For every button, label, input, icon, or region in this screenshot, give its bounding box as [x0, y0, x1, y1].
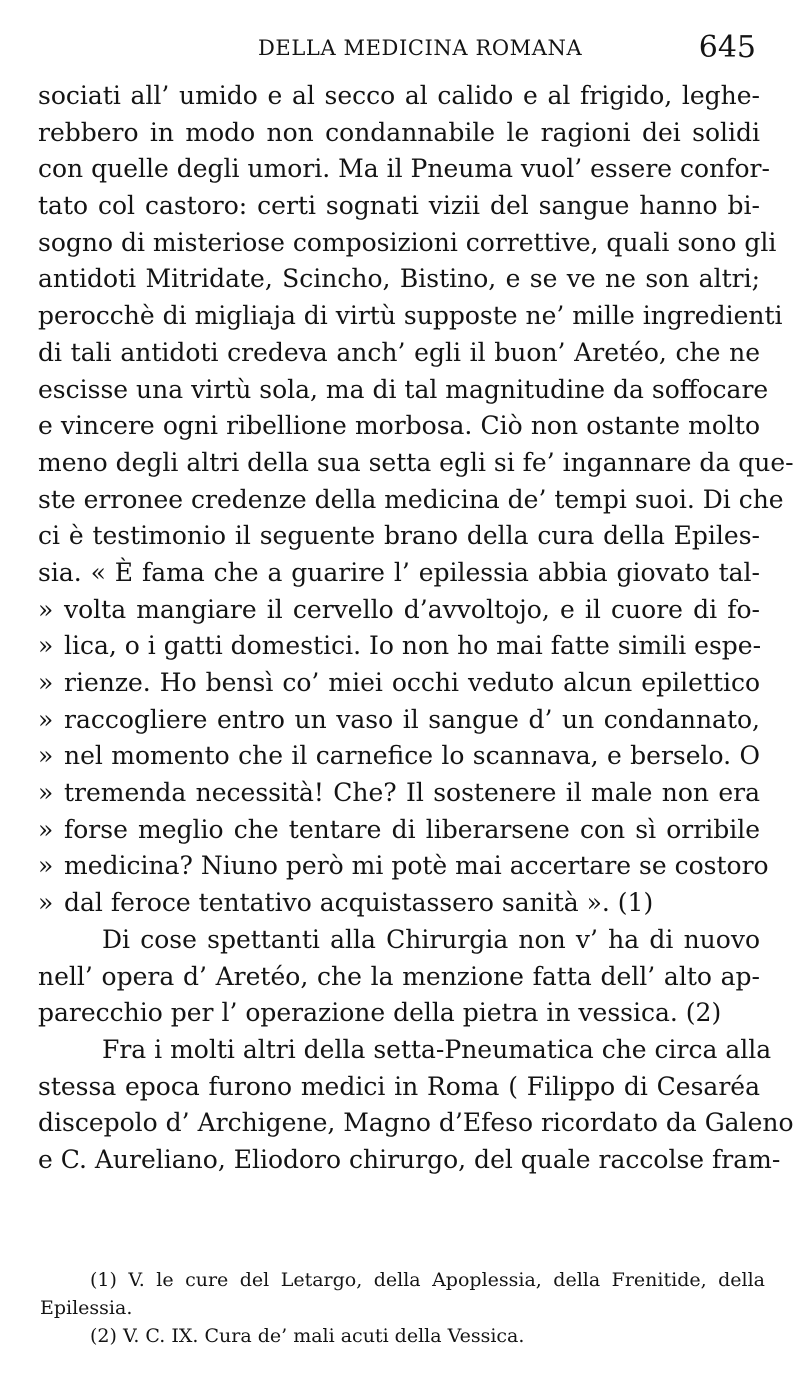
quote-mark: » [38, 888, 54, 918]
quote-line [38, 775, 760, 812]
page-number: 645 [698, 30, 756, 65]
quote-mark: » [38, 741, 54, 771]
text-line: sogno di misteriose composizioni correttive, quali sono gli [38, 227, 777, 257]
quote-text: medicina? Niuno però mi potè mai accertare se costoro [64, 851, 769, 881]
quote-text: raccogliere entro un vaso il sangue d’ un condannato, [64, 704, 760, 734]
paragraph-line: e C. Aureliano, Eliodoro chirurgo, del quale raccolse fram- [38, 1144, 781, 1174]
text-line: tato col castoro: certi sognati vizii del sangue hanno bi- [38, 191, 760, 221]
body-text [38, 78, 794, 1179]
quote-text: nel momento che il carnefice lo scannava, e berselo. O [64, 741, 760, 771]
footnote-1: (1) V. le cure del Letargo, della Apoplessia, della Frenitide, della [90, 1269, 765, 1291]
text-line: sociati all’ umido e al secco al calido e al frigido, leghe- [38, 81, 760, 110]
quote-line [38, 592, 760, 629]
quote-text: dal feroce tentativo acquistassero sanità ». (1) [64, 888, 654, 918]
quote-mark: » [38, 594, 54, 624]
paragraph-line: stessa epoca furono medici in Roma ( Filippo di Cesaréa [38, 1071, 760, 1101]
quote-text: volta mangiare il cervello d’avvoltojo, e il cuore di fo- [64, 594, 760, 624]
text-line: e vincere ogni ribellione morbosa. Ciò non ostante molto [38, 411, 760, 441]
quote-line [38, 848, 769, 885]
quote-line [38, 812, 760, 849]
quote-line [38, 738, 760, 775]
para2-line2: nell’ opera d’ Aretéo, che la menzione fatta dell’ alto ap- [38, 961, 760, 991]
footnote-2: (2) V. C. IX. Cura de’ mali acuti della Vessica. [90, 1325, 525, 1347]
quote-line [38, 628, 760, 665]
paragraph-line: parecchio per l’ operazione della pietra in vessica. (2) [38, 998, 722, 1028]
footnote-1-cont: Epilessia. [40, 1297, 133, 1319]
paragraph-line: discepolo d’ Archigene, Magno d’Efeso ricordato da Galeno [38, 1108, 794, 1138]
quote-line [38, 702, 760, 739]
footnotes [40, 1266, 765, 1350]
paragraph-line: Fra i molti altri della setta-Pneumatica che circa alla [102, 1034, 772, 1064]
text-line: meno degli altri della sua setta egli si fe’ ingannare da que- [38, 447, 794, 477]
text-line: con quelle degli umori. Ma il Pneuma vuol’ essere confor- [38, 154, 770, 184]
quote-text: forse meglio che tentare di liberarsene con sì orribile [64, 814, 760, 844]
quote-mark: » [38, 631, 54, 661]
page-header [0, 28, 800, 68]
quote-mark: » [38, 668, 54, 697]
quote-mark: » [38, 851, 54, 881]
quote-mark: » [38, 704, 54, 734]
text-line: perocchè di migliaja di virtù supposte ne’ mille ingredienti [38, 301, 783, 331]
quote-line [38, 885, 760, 922]
text-line: antidoti Mitridate, Scincho, Bistino, e se ve ne son altri; [38, 264, 760, 294]
text-line: di tali antidoti credeva anch’ egli il buon’ Aretéo, che ne [38, 337, 760, 367]
text-line: escisse una virtù sola, ma di tal magnitudine da soffocare [38, 374, 769, 404]
quote-line [38, 665, 760, 702]
paragraph-line: Di cose spettanti alla Chirurgia non v’ ha di nuovo [102, 924, 760, 954]
quote-mark: » [38, 814, 54, 844]
running-title: DELLA MEDICINA ROMANA [258, 36, 583, 60]
text-line: sia. « È fama che a guarire l’ epilessia abbia giovato tal- [38, 557, 760, 587]
quote-text: rienze. Ho bensì co’ miei occhi veduto alcun epilettico [64, 668, 760, 697]
text-line: rebbero in modo non condannabile le ragioni dei solidi [38, 117, 760, 147]
text-line: ste erronee credenze della medicina de’ tempi suoi. Di che [38, 484, 784, 514]
paragraph-line [38, 959, 760, 996]
text-line: ci è testimonio il seguente brano della cura della Epiles- [38, 521, 760, 551]
quote-mark: » [38, 778, 54, 808]
quote-text: lica, o i gatti domestici. Io non ho mai fatte simili espe- [64, 631, 762, 661]
quote-text: tremenda necessità! Che? Il sostenere il male non era [64, 778, 760, 808]
